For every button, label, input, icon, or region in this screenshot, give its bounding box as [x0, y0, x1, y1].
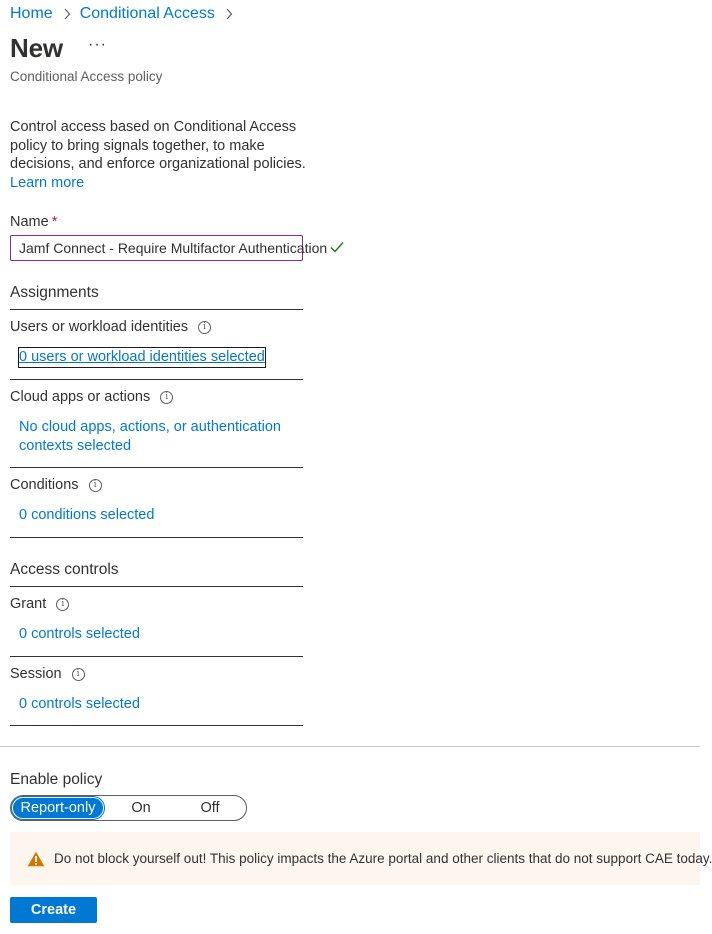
chevron-right-icon [63, 8, 71, 20]
more-options-button[interactable]: ··· [88, 36, 107, 53]
info-icon[interactable]: i [198, 321, 211, 334]
divider [10, 656, 303, 657]
session-label [10, 666, 85, 682]
grant-selection-link[interactable]: 0 controls selected [19, 626, 140, 642]
session-label-text: Session [10, 666, 62, 682]
users-selection-link[interactable]: 0 users or workload identities selected [19, 349, 265, 365]
policy-name-value[interactable]: Jamf Connect - Require Multifactor Authentication [19, 240, 328, 256]
info-icon[interactable]: i [160, 391, 173, 404]
page-subtitle: Conditional Access policy [10, 69, 163, 84]
users-label [10, 319, 211, 335]
required-marker: * [51, 214, 58, 230]
info-icon[interactable]: i [72, 668, 85, 681]
warning-icon [27, 851, 45, 867]
page-title: New [10, 33, 63, 63]
checkmark-icon [330, 241, 344, 256]
toggle-on[interactable]: On [131, 800, 151, 816]
divider [10, 725, 303, 726]
description-text: Control access based on Conditional Access policy to bring signals together, to make decisions, and enforce organizational policies. [10, 119, 306, 172]
policy-name-input[interactable] [10, 235, 328, 261]
toggle-report-only[interactable]: Report-only [12, 797, 104, 819]
conditions-label [10, 477, 102, 493]
grant-label [10, 596, 69, 612]
grant-label-text: Grant [10, 596, 47, 612]
info-icon[interactable]: i [89, 479, 102, 492]
create-button[interactable]: Create [10, 897, 97, 923]
cloud-apps-label-text: Cloud apps or actions [10, 389, 151, 405]
warning-message-bar [10, 832, 712, 885]
toggle-off[interactable]: Off [200, 800, 220, 816]
breadcrumb-home-link[interactable]: Home [10, 5, 53, 22]
session-selection-link[interactable]: 0 controls selected [19, 696, 140, 712]
info-icon[interactable]: i [56, 598, 69, 611]
cloud-apps-selection-link[interactable] [19, 418, 281, 456]
breadcrumb [10, 5, 242, 23]
learn-more-link[interactable]: Learn more [10, 174, 85, 191]
conditions-selection-link[interactable]: 0 conditions selected [19, 507, 155, 523]
users-label-text: Users or workload identities [10, 319, 189, 335]
enable-policy-toggle [10, 795, 247, 821]
assignments-heading: Assignments [10, 284, 303, 310]
cloud-apps-label [10, 389, 173, 405]
enable-policy-label: Enable policy [10, 771, 103, 788]
description [10, 118, 310, 192]
conditions-label-text: Conditions [10, 477, 79, 493]
footer-divider [0, 746, 700, 747]
breadcrumb-conditional-access-link[interactable]: Conditional Access [79, 5, 215, 22]
access-controls-heading: Access controls [10, 561, 303, 587]
divider [10, 467, 303, 468]
cloud-apps-link-line2[interactable]: contexts selected [19, 438, 132, 454]
warning-text: Do not block yourself out! This policy impacts the Azure portal and other clients that do not support CAE today. [54, 851, 712, 866]
name-label [10, 214, 57, 230]
divider [10, 537, 303, 538]
divider [10, 379, 303, 380]
chevron-right-icon [225, 8, 233, 20]
name-label-text: Name [10, 214, 49, 230]
cloud-apps-link-line1[interactable]: No cloud apps, actions, or authentication [19, 419, 281, 435]
